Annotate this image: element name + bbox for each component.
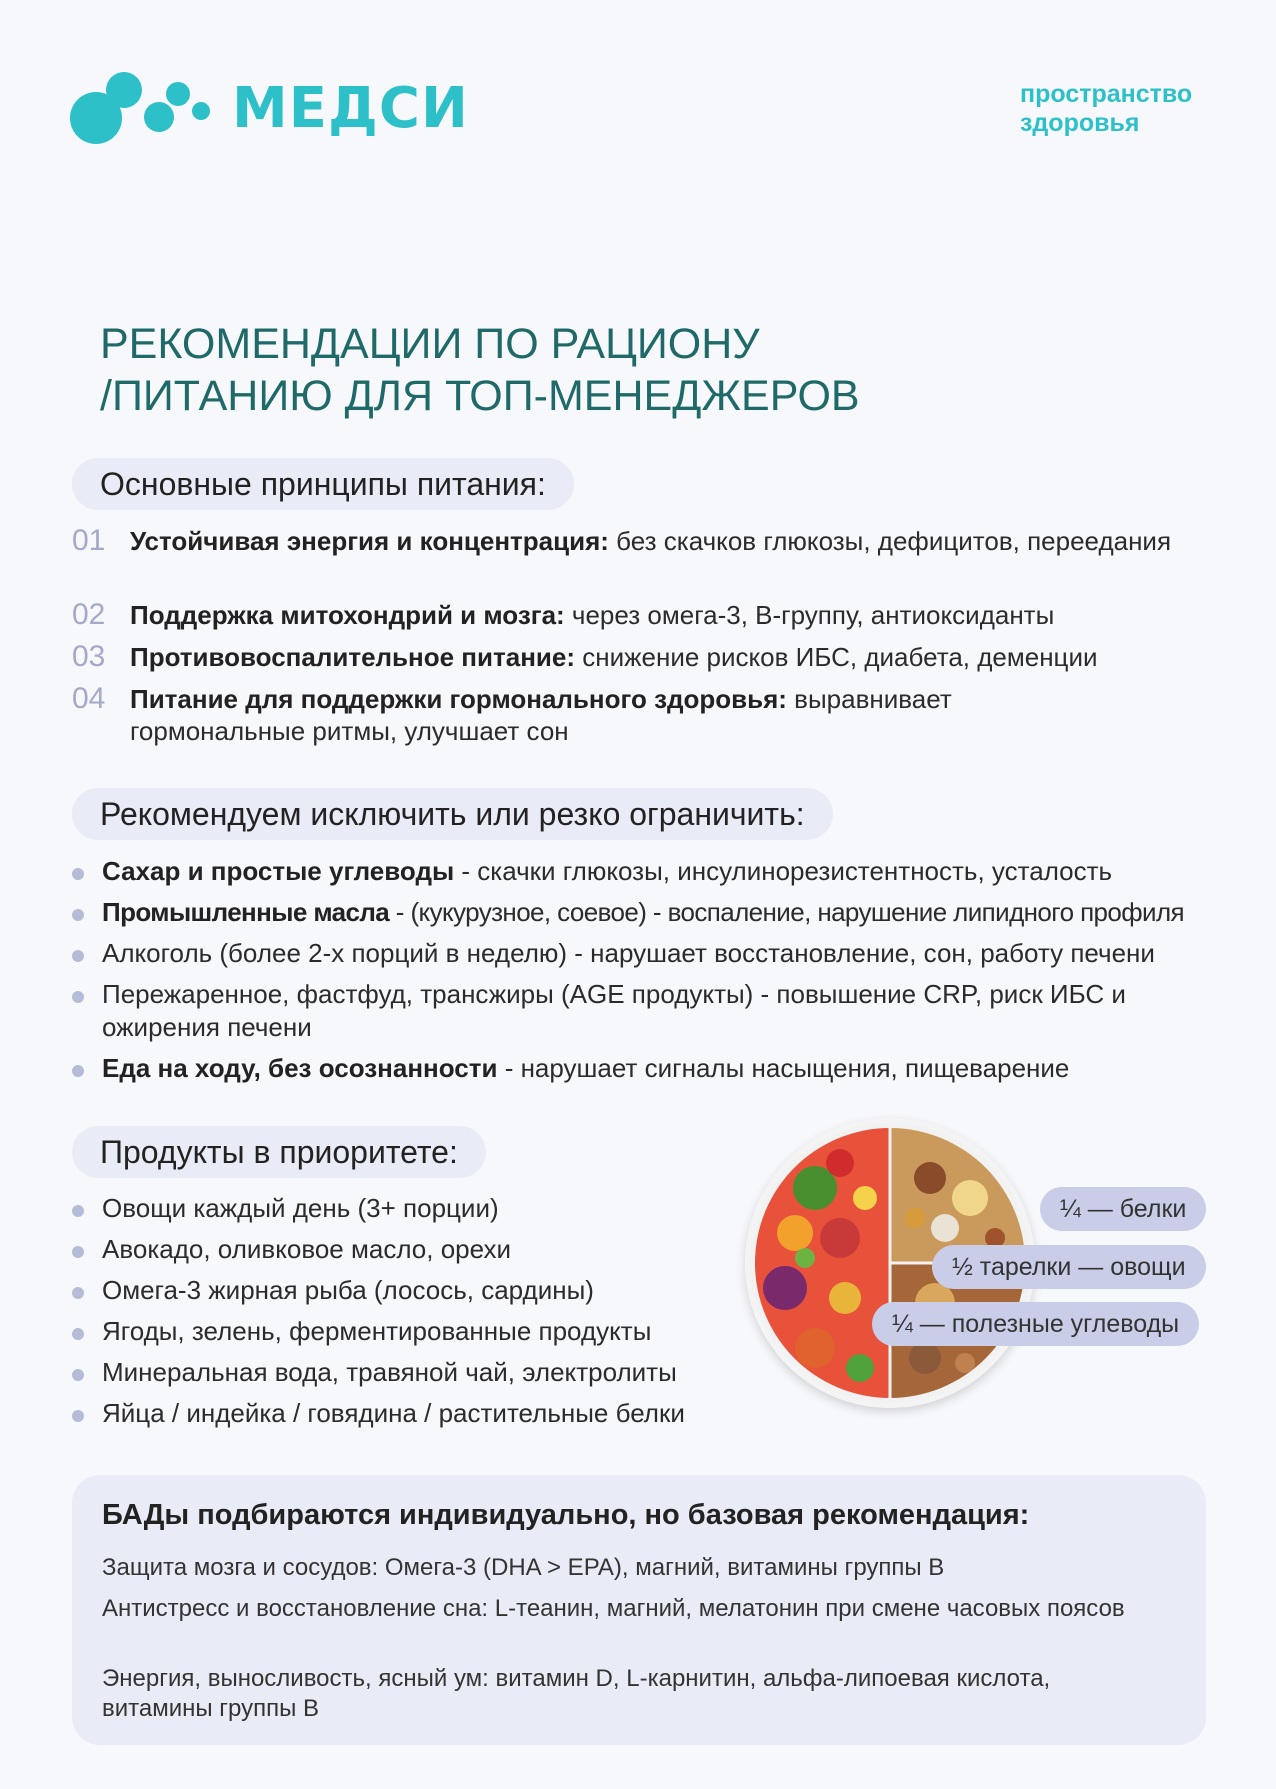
bullet-icon [72, 868, 84, 880]
logo-dots-icon [70, 68, 210, 148]
bullet-icon [72, 1369, 84, 1381]
tagline: пространство здоровья [1020, 80, 1193, 137]
page: МЕДСИ пространство здоровья РЕКОМЕНДАЦИИ ПО РАЦИОНУ /ПИТАНИЮ ДЛЯ ТОП-МЕНЕДЖЕРОВ Основные принципы питания: 01 Устойчивая энергия и концентрация: без скачков глюкозы, дефицитов, переедания 02 Поддержка митохондрий и мозга: через омега-3, В-группу, антиоксиданты 03 Противовоспалительное питание: снижение рисков ИБС, диабета, деменции 04 Питание для поддержки гормонального здоровья: выравнивает гормональные ритмы, улучшает сон Рекомендуем исключить или резко ограничить: Сахар и простые углеводы - скачки глюкозы, инсулинорезистентность, усталость Промышленные масла - (кукурузное, соевое) - воспаление, нарушение липидного профиля Алкоголь (более 2-х порций в неделю) - нарушает восстановление, сон, работу печени Пережаренное, фастфуд, трансжиры (AGE продукты) - повышение CRP, риск ИБС и ожирения печени Еда на ходу, без осознанности - нарушает сигналы насыщения, пищеварение Продукты в приоритете: Овощи каждый день (3+ порции) Авокадо, оливковое масло, орехи Омега-3 жирная рыба (лосось, сардины) Ягоды, зелень, ферментированные продукты Минеральная вода, травяной чай, электролиты Яйца / индейка / говядина / растительные белки ¼ — белки ½ тарелки — овощи ¼ — полезные углеводы БАДы подбираются индивидуально, но базовая рекомендация: Защита мозга и сосудов: Омега-3 (DHA > EPA), магний, витамины группы В Антистресс и восстановление сна: L-теанин, магний, мелатонин при смене часовых поясов Энергия, выносливость, ясный ум: витамин D, L-карнитин, альфа-липоевая кислота, витамины группы В [0, 0, 1276, 1789]
supplement-line: Защита мозга и сосудов: Омега-3 (DHA > EPA), магний, витамины группы В [102, 1554, 945, 1581]
bullet-icon [72, 1328, 84, 1340]
bullet-icon [72, 909, 84, 921]
supplements-box [72, 1475, 1206, 1745]
principles-heading: Основные принципы питания: [72, 458, 574, 510]
supplement-line: Энергия, выносливость, ясный ум: витамин D, L-карнитин, альфа-липоевая кислота, витамины группы В [102, 1665, 1051, 1722]
supplement-line: Антистресс и восстановление сна: L-теанин, магний, мелатонин при смене часовых поясов [102, 1595, 1125, 1622]
bullet-icon [72, 1065, 84, 1077]
exclude-heading: Рекомендуем исключить или резко ограничить: [72, 788, 833, 840]
bullet-icon [72, 1287, 84, 1299]
page-title: РЕКОМЕНДАЦИИ ПО РАЦИОНУ /ПИТАНИЮ ДЛЯ ТОП-МЕНЕДЖЕРОВ [100, 320, 860, 420]
supplements-heading: БАДы подбираются индивидуально, но базовая рекомендация: [102, 1499, 1030, 1531]
priority-heading: Продукты в приоритете: [72, 1126, 486, 1178]
brand-name: МЕДСИ [232, 75, 469, 141]
plate-tag-veg: ½ тарелки — овощи [932, 1245, 1206, 1289]
bullet-icon [72, 950, 84, 962]
plate-tag-protein: ¼ — белки [1040, 1187, 1206, 1231]
medsi-logo[interactable] [70, 68, 469, 148]
plate-tag-carbs: ¼ — полезные углеводы [872, 1302, 1199, 1346]
bullet-icon [72, 1246, 84, 1258]
bullet-icon [72, 991, 84, 1003]
bullet-icon [72, 1205, 84, 1217]
bullet-icon [72, 1410, 84, 1422]
